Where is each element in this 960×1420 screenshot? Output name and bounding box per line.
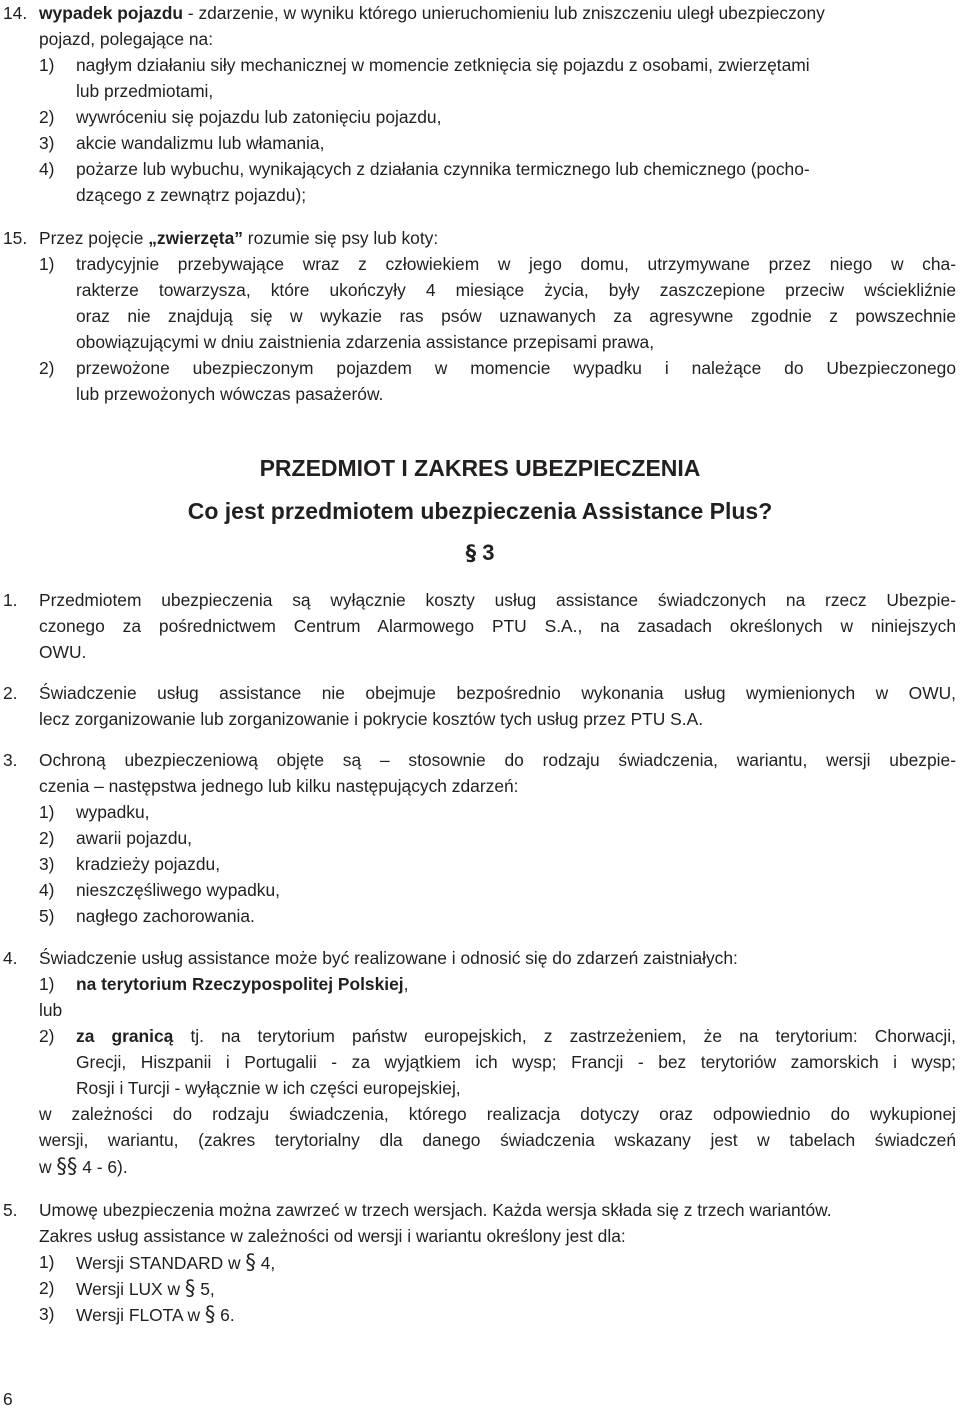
list-item-text: 6. (215, 1305, 235, 1325)
clause-2 (0, 680, 960, 732)
list-item-text: obowiązującymi w dniu zaistnienia zdarzenia assistance przepisami prawa, (76, 332, 655, 352)
clause-4 (0, 945, 960, 1179)
definition-14 (0, 0, 960, 208)
list-item-text: akcie wandalizmu lub włamania, (76, 133, 325, 153)
definition-15 (0, 225, 960, 407)
list-item-text: lub przewożonych wówczas pasażerów. (76, 384, 384, 404)
paragraph-heading (0, 538, 960, 568)
list-marker: 2) (39, 1026, 55, 1046)
defined-term: „zwierzęta” (148, 228, 243, 248)
clause-3 (0, 747, 960, 929)
clause-text: Przedmiotem ubezpieczenia są wyłącznie koszty usług assistance świadczonych na rzecz Ubezpie- (39, 590, 956, 610)
clause-text: czonego za pośrednictwem Centrum Alarmowego PTU S.A., na zasadach określonych w niniejszych (39, 616, 956, 636)
section-sign: § (184, 1276, 196, 1300)
list-marker: 1) (39, 1252, 55, 1272)
clause-text: Umowę ubezpieczenia można zawrzeć w trzech wersjach. Każda wersja składa się z trzech wariantów. (39, 1200, 832, 1220)
list-item-text: oraz nie znajdują się w wykazie ras psów uznawanych za agresywne zgodnie z powszechnie (76, 306, 956, 326)
list-item-text: tj. na terytorium państw europejskich, z zastrzeżeniem, że na terytorium: Chorwacji, (173, 1026, 956, 1046)
list-item-text: rakterze towarzysza, które ukończyły 4 miesiące życia, były zaszczepione przeciw wściekliźnie (76, 280, 956, 300)
clause-text: w (39, 1157, 57, 1177)
clause-text: czenia – następstwa jednego lub kilku następujących zdarzeń: (39, 776, 519, 796)
list-marker: 1) (39, 254, 55, 274)
list-item-text: 4, (255, 1253, 276, 1273)
paragraph-number: 3 (482, 540, 495, 565)
list-marker: 2) (39, 107, 55, 127)
list-marker: 5) (39, 906, 55, 926)
emphasized-text: za granicą (76, 1026, 174, 1046)
clause-text: lecz zorganizowanie lub zorganizowanie i pokrycie kosztów tych usług przez PTU S.A. (39, 709, 704, 729)
clause-text: Ochroną ubezpieczeniową objęte są – stosownie do rodzaju świadczenia, wariantu, wersji ubezpie- (39, 750, 956, 770)
section-question: Co jest przedmiotem ubezpieczenia Assistance Plus? (187, 498, 773, 524)
clause-text: Świadczenie usług assistance może być realizowane i odnosić się do zdarzeń zaistniałych: (39, 948, 738, 968)
clause-number: 3. (3, 750, 18, 770)
list-marker: 1) (39, 802, 55, 822)
definition-text: - zdarzenie, w wyniku którego unieruchomieniu lub zniszczeniu uległ ubezpieczony (182, 3, 825, 23)
clause-number: 1. (3, 590, 18, 610)
connector-text: lub (39, 1000, 63, 1020)
list-marker: 4) (39, 159, 55, 179)
clause-5 (0, 1197, 960, 1327)
list-marker: 3) (39, 854, 55, 874)
page-number: 6 (3, 1389, 13, 1409)
list-item-text: 5, (195, 1279, 215, 1299)
clause-text: w zależności do rodzaju świadczenia, którego realizacja dotyczy oraz odpowiednio do wykupionej (39, 1104, 956, 1124)
defined-term: wypadek pojazdu (39, 3, 183, 23)
list-item-text: Rosji i Turcji - wyłącznie w ich części europejskiej, (76, 1078, 461, 1098)
section-sign: § (465, 541, 477, 565)
list-item-text: Wersji LUX w (76, 1279, 185, 1299)
list-item-text: lub przedmiotami, (76, 81, 214, 101)
list-item-text: Wersji STANDARD w (76, 1253, 246, 1273)
list-item-text: kradzieży pojazdu, (76, 854, 221, 874)
definition-14-line (0, 0, 960, 26)
list-marker: 4) (39, 880, 55, 900)
list-marker: 2) (39, 358, 55, 378)
definition-number: 15. (3, 228, 28, 248)
clause-text: Zakres usług assistance w zależności od wersji i wariantu określony jest dla: (39, 1226, 626, 1246)
clause-number: 2. (3, 683, 18, 703)
section-sign: § (245, 1250, 256, 1274)
list-marker: 1) (39, 974, 55, 994)
list-item-text: awarii pojazdu, (76, 828, 193, 848)
clause-number: 5. (3, 1200, 18, 1220)
list-marker: 2) (39, 1278, 55, 1298)
list-item-text: pożarze lub wybuchu, wynikających z działania czynnika termicznego lub chemicznego (pocho- (76, 159, 810, 179)
section-sign: §§ (56, 1154, 78, 1178)
list-item-text: nieszczęśliwego wypadku, (76, 880, 280, 900)
clause-text: wersji, wariantu, (zakres terytorialny dla danego świadczenia wskazany jest w tabelach świadczeń (39, 1130, 956, 1150)
section-sign: § (204, 1302, 216, 1326)
emphasized-text: na terytorium Rzeczypospolitej Polskiej (76, 974, 404, 994)
list-item-text: nagłym działaniu siły mechanicznej w momencie zetknięcia się pojazdu z osobami, zwierzętami (76, 55, 810, 75)
clause-1 (0, 587, 960, 665)
definition-text: rozumie się psy lub koty: (242, 228, 439, 248)
list-item-text: , (403, 974, 409, 994)
list-marker: 3) (39, 133, 55, 153)
list-item-text: wypadku, (76, 802, 150, 822)
list-item-text: Wersji FLOTA w (76, 1305, 205, 1325)
section-title: PRZEDMIOT I ZAKRES UBEZPIECZENIA (259, 455, 701, 481)
clause-text: 4 - 6). (77, 1157, 128, 1177)
list-item-text: nagłego zachorowania. (76, 906, 255, 926)
clause-text: Świadczenie usług assistance nie obejmuje bezpośrednio wykonania usług wymienionych w OWU, (39, 683, 956, 703)
clause-text: OWU. (39, 642, 87, 662)
definition-text: pojazd, polegające na: (39, 29, 214, 49)
definition-number: 14. (3, 3, 28, 23)
list-item-text: wywróceniu się pojazdu lub zatonięciu pojazdu, (76, 107, 442, 127)
list-marker: 3) (39, 1304, 55, 1324)
clause-number: 4. (3, 948, 18, 968)
list-marker: 2) (39, 828, 55, 848)
list-marker: 1) (39, 55, 55, 75)
list-item-text: dzącego z zewnątrz pojazdu); (76, 185, 307, 205)
list-item-text: Grecji, Hiszpanii i Portugalii - za wyjątkiem ich wysp; Francji - bez terytoriów zamorskich i wysp; (76, 1052, 956, 1072)
definition-text: Przez pojęcie (39, 228, 149, 248)
list-item-text: przewożone ubezpieczonym pojazdem w momencie wypadku i należące do Ubezpieczonego (76, 358, 956, 378)
list-item-text: tradycyjnie przebywające wraz z człowiekiem w jego domu, utrzymywane przez niego w cha- (76, 254, 956, 274)
